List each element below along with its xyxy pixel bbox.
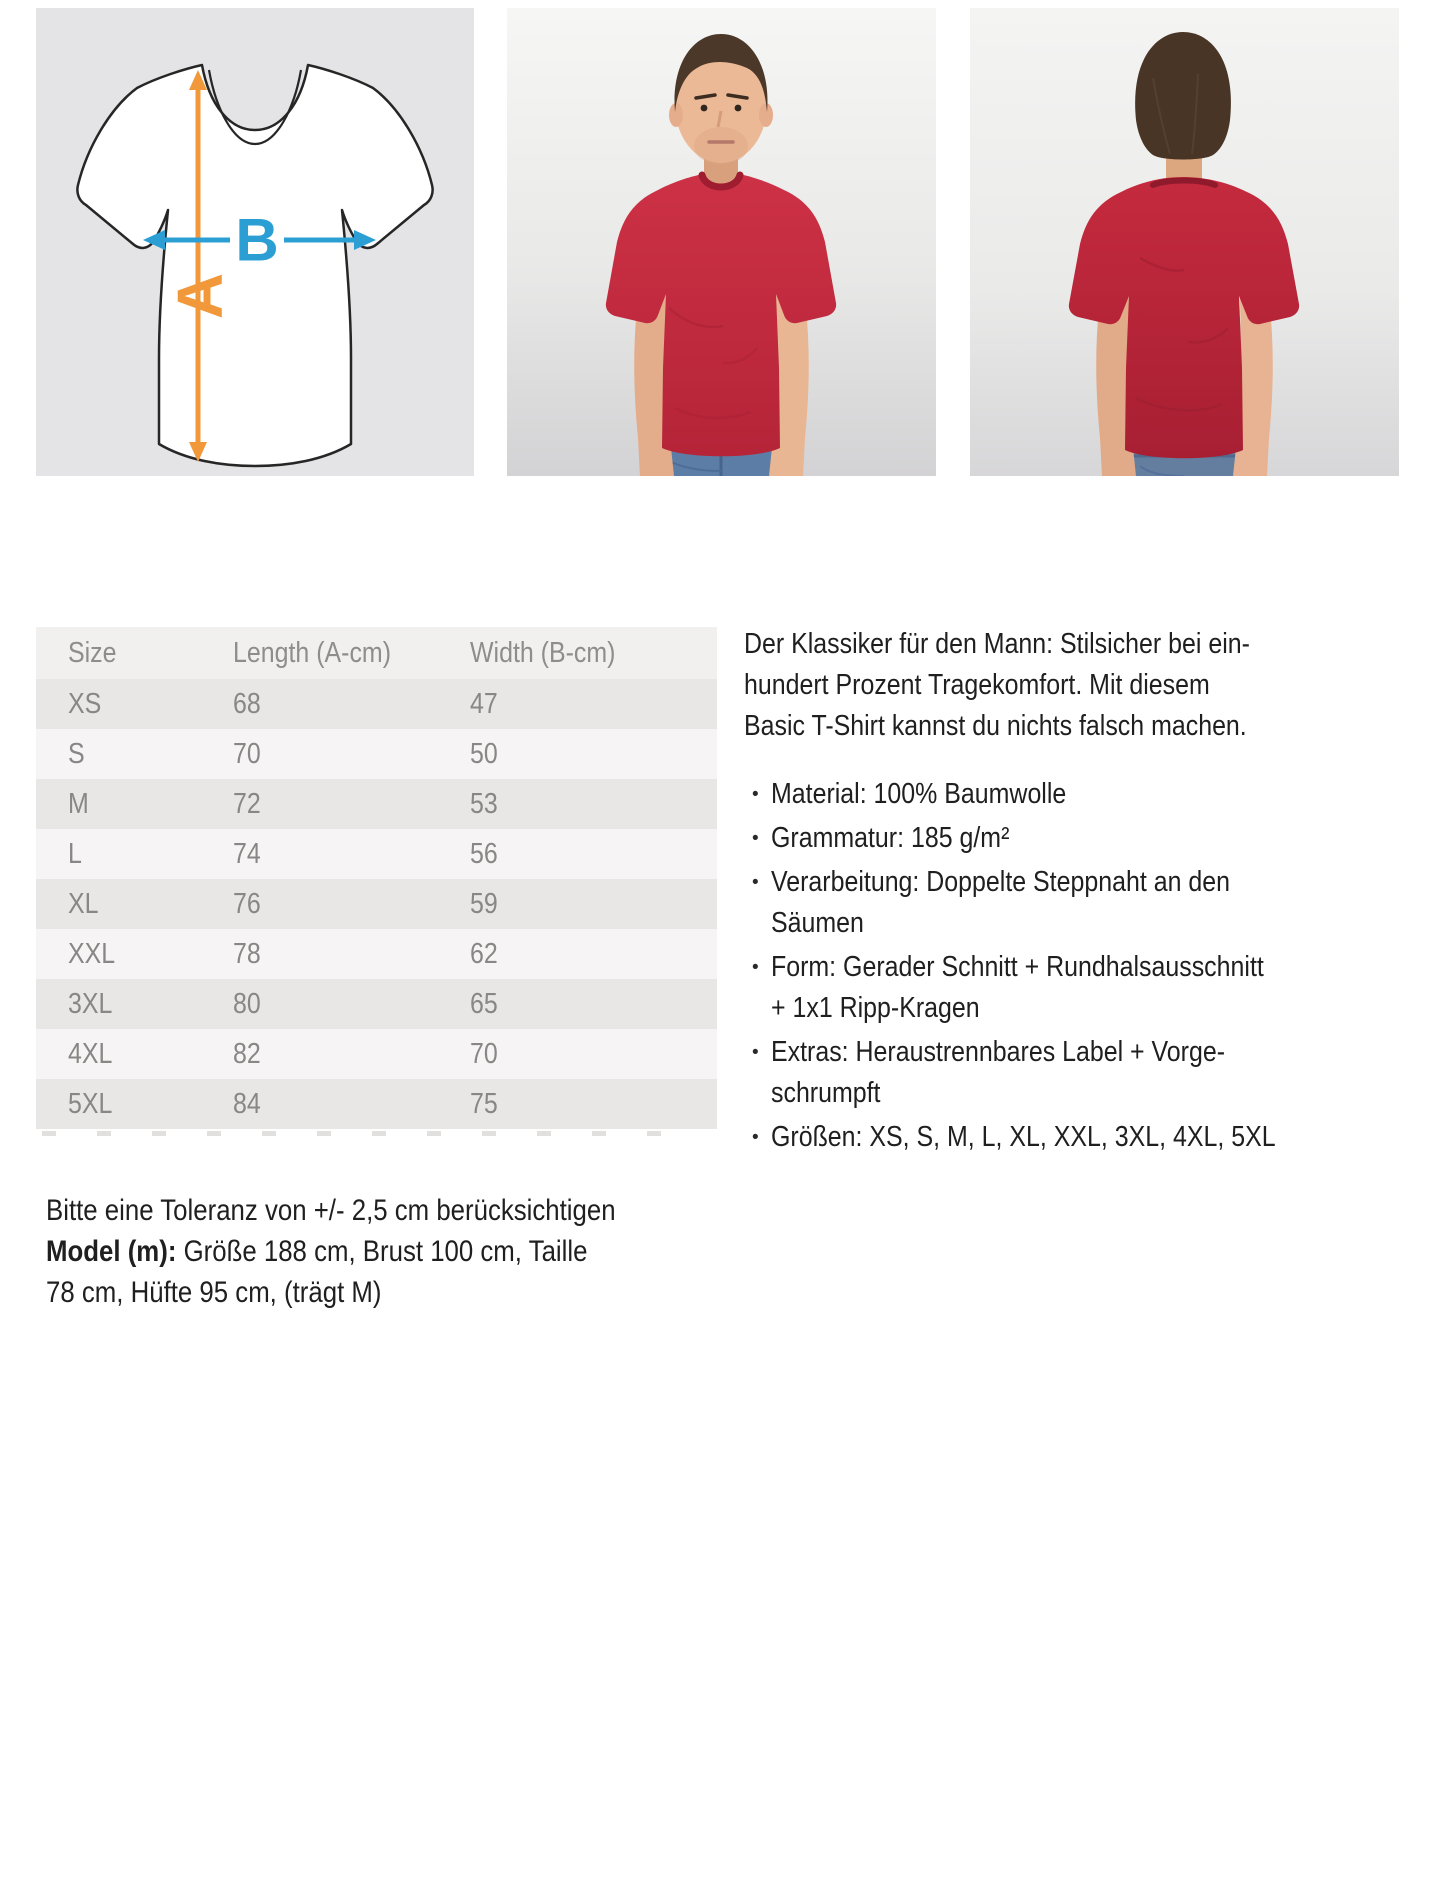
table-cell: L [68,837,82,870]
header-width: Width (B-cm) [470,636,616,669]
table-row [36,729,717,779]
table-cell: 68 [233,687,261,720]
table-cell: XS [68,687,102,720]
fit-note [46,1190,708,1313]
bullet-marker: • [752,1042,759,1063]
description-line: Basic T-Shirt kannst du nichts falsch machen. [744,710,1247,742]
model-label: Model (m): [46,1235,177,1268]
model-back-illustration [970,8,1399,476]
product-description [744,624,1444,1161]
bullet-item [744,947,1444,1029]
model-front-photo [507,8,936,476]
bullet-marker: • [752,828,759,849]
table-cell: 47 [470,687,498,720]
bullet-line: Verarbeitung: Doppelte Steppnaht an den [771,866,1230,898]
table-cell: S [68,737,85,770]
table-cell: 78 [233,937,261,970]
table-cell: 56 [470,837,498,870]
description-bullets [744,774,1444,1158]
table-cell: XXL [68,937,116,970]
table-cell: 65 [470,987,498,1020]
table-cell: 80 [233,987,261,1020]
table-cell: 75 [470,1087,498,1120]
table-cell: 50 [470,737,498,770]
size-table-body [36,679,717,1129]
bullet-item [744,1032,1444,1114]
table-cell: 72 [233,787,261,820]
size-table-header [36,627,717,679]
bullet-line: Grammatur: 185 g/m² [771,822,1010,854]
bullet-item [744,774,1444,815]
bullet-item [744,818,1444,859]
bullet-line: Säumen [771,907,864,939]
clipped-table-row-remnant [42,1131,687,1136]
bullet-line: Material: 100% Baumwolle [771,778,1067,810]
table-cell: 84 [233,1087,261,1120]
left-ear [669,103,683,127]
model-measurements-line1 [46,1231,708,1272]
header-length: Length (A-cm) [233,636,392,669]
model-measurements-part1: Größe 188 cm, Brust 100 cm, Taille [176,1235,588,1268]
bullet-line: schrumpft [771,1077,881,1109]
size-diagram [36,8,474,476]
table-row [36,879,717,929]
table-row [36,829,717,879]
description-line: Der Klassiker für den Mann: Stilsicher bei ein- [744,628,1250,660]
table-cell: 59 [470,887,498,920]
bullet-marker: • [752,957,759,978]
label-b: B [235,206,279,274]
hair-back [1135,32,1231,160]
right-ear [759,103,773,127]
bullet-line: + 1x1 Ripp-Kragen [771,992,980,1024]
bullet-line: Form: Gerader Schnitt + Rundhalsausschnitt [771,951,1264,983]
table-row [36,1029,717,1079]
bullet-marker: • [752,872,759,893]
table-cell: 3XL [68,987,113,1020]
model-front-illustration [507,8,936,476]
model-measurements-line2: 78 cm, Hüfte 95 cm, (trägt M) [46,1276,382,1309]
bullet-line: Größen: XS, S, M, L, XL, XXL, 3XL, 4XL, 5XL [771,1121,1276,1153]
table-row [36,679,717,729]
bullet-marker: • [752,1127,759,1148]
bullet-item [744,862,1444,944]
table-cell: XL [68,887,99,920]
bullet-line: Extras: Heraustrennbares Label + Vorge- [771,1036,1226,1068]
table-cell: 70 [470,1037,498,1070]
table-cell: 4XL [68,1037,113,1070]
table-row [36,779,717,829]
bullet-item [744,1117,1444,1158]
table-cell: 70 [233,737,261,770]
tolerance-note: Bitte eine Toleranz von +/- 2,5 cm berücksichtigen [46,1194,616,1227]
size-diagram-graphic [36,8,474,476]
table-cell: 53 [470,787,498,820]
description-line: hundert Prozent Tragekomfort. Mit diesem [744,669,1210,701]
table-cell: 82 [233,1037,261,1070]
table-row [36,1079,717,1129]
table-cell: M [68,787,89,820]
model-back-photo [970,8,1399,476]
table-cell: 76 [233,887,261,920]
table-row [36,979,717,1029]
description-paragraph [744,624,1444,747]
size-table [36,627,717,1129]
label-a: A [164,272,236,320]
table-cell: 62 [470,937,498,970]
bullet-marker: • [752,784,759,805]
header-size: Size [68,636,117,669]
table-cell: 74 [233,837,261,870]
table-row [36,929,717,979]
table-cell: 5XL [68,1087,113,1120]
